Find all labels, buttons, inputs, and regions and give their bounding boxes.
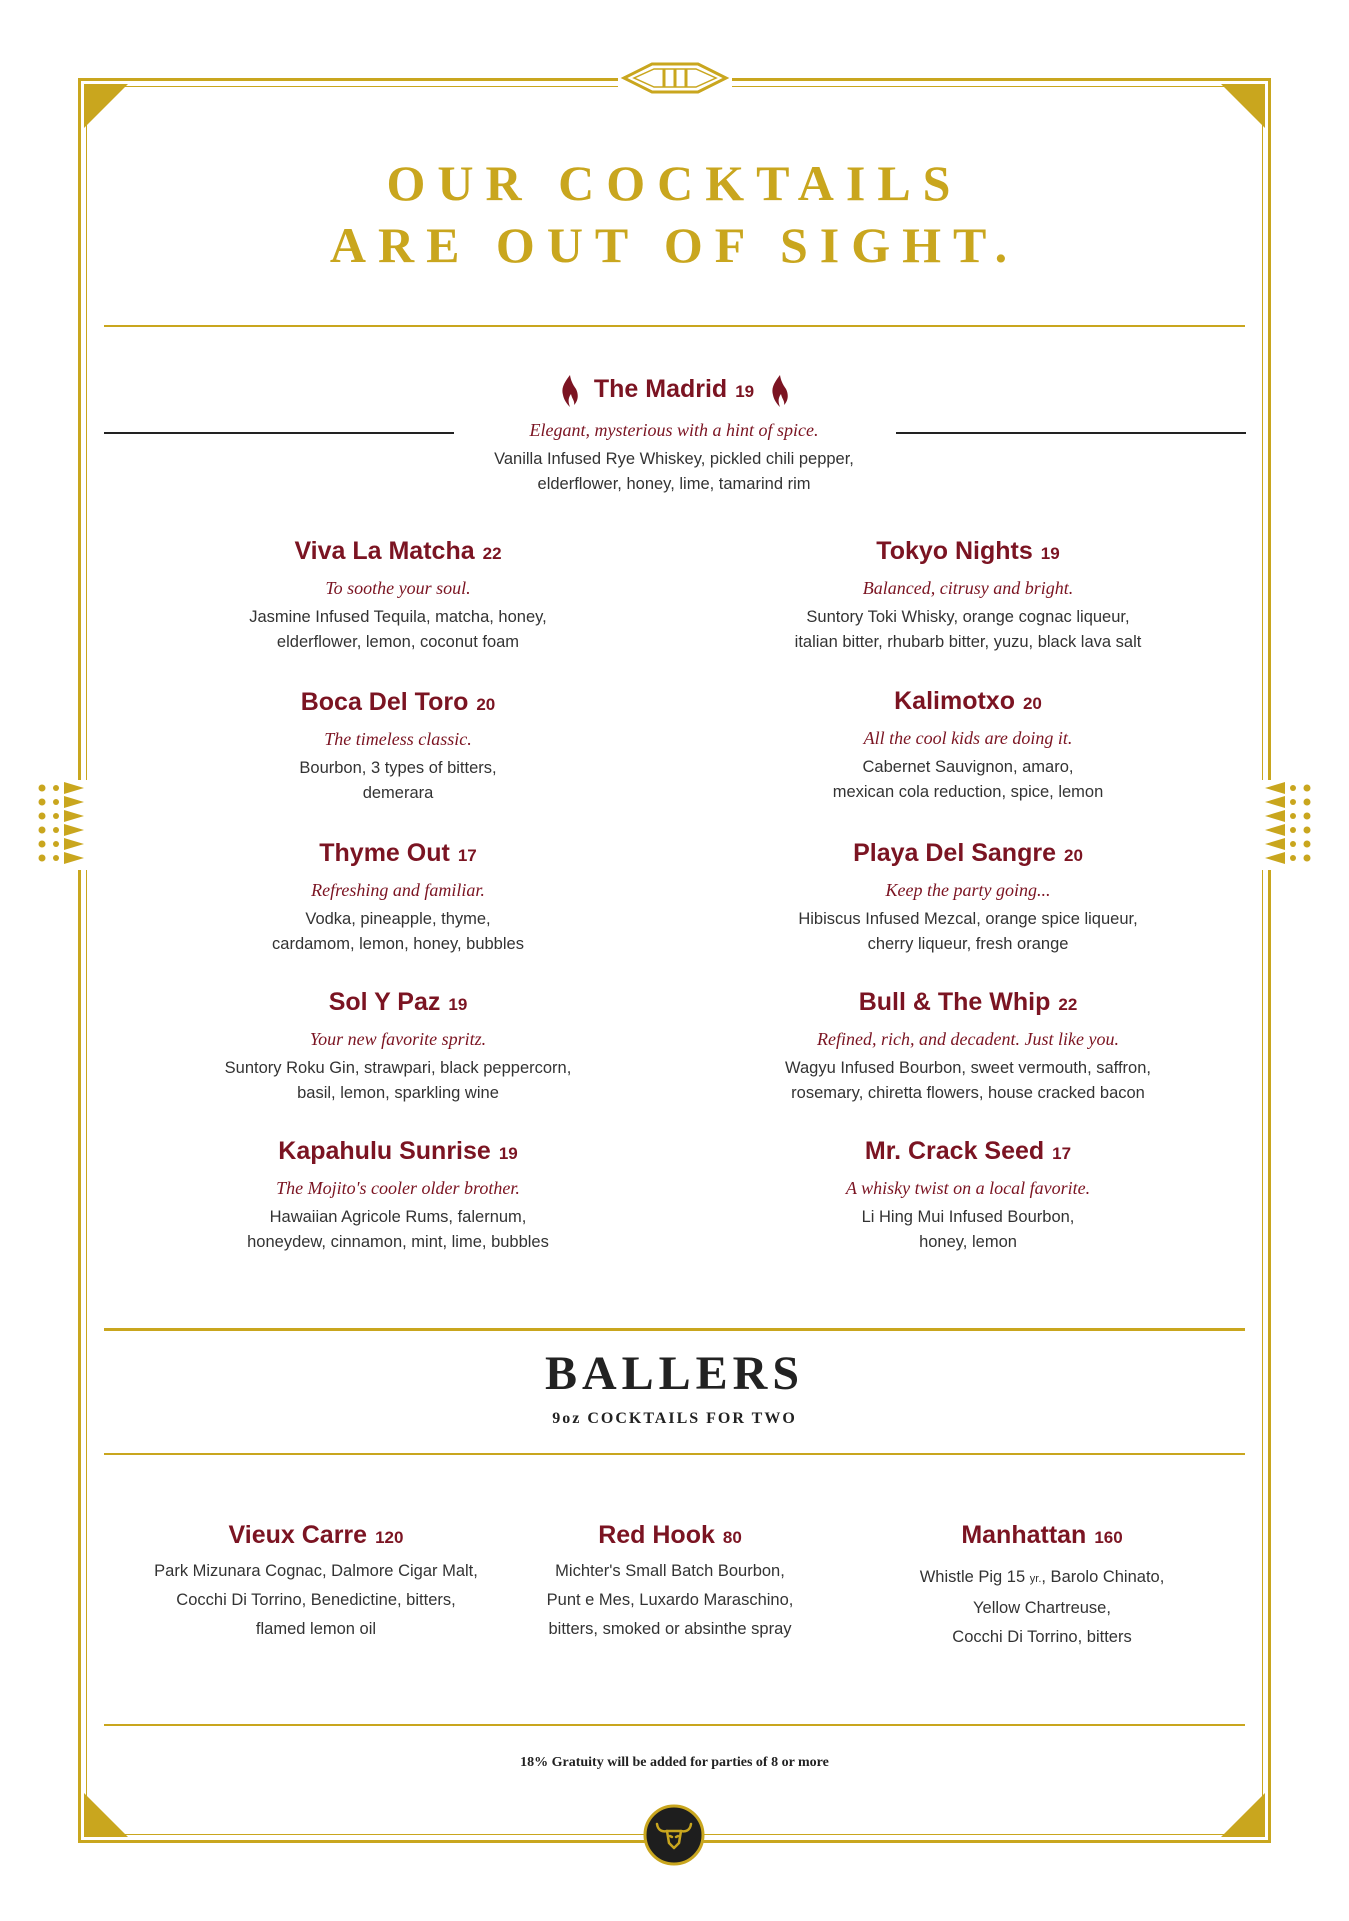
title-line-2: ARE OUT OF SIGHT. <box>329 217 1020 273</box>
title-line-1: OUR COCKTAILS <box>386 155 963 211</box>
featured-name-row <box>558 372 790 409</box>
cocktail-name: Mr. Crack Seed <box>864 1137 1045 1165</box>
cocktail-price: 19 <box>498 1144 518 1163</box>
cocktail-item <box>718 684 1218 805</box>
cocktail-name: Thyme Out <box>319 839 450 867</box>
cocktail-desc-line: cardamom, lemon, honey, bubbles <box>272 935 524 953</box>
baller-desc-line: Cocchi Di Torrino, bitters <box>952 1628 1132 1646</box>
cocktail-name: Sol Y Paz <box>328 988 441 1016</box>
cocktail-desc-line: mexican cola reduction, spice, lemon <box>832 783 1104 801</box>
baller-item <box>116 1518 516 1644</box>
cocktail-desc-line: Cabernet Sauvignon, amaro, <box>862 758 1074 776</box>
cocktail-tagline: Refreshing and familiar. <box>311 880 485 900</box>
cocktail-price: 19 <box>448 995 468 1014</box>
cocktail-price: 20 <box>1022 694 1042 713</box>
cocktail-price: 20 <box>476 695 496 714</box>
baller-item <box>842 1518 1242 1652</box>
right-side-ornament <box>1259 780 1315 870</box>
baller-desc-line: Cocchi Di Torrino, Benedictine, bitters, <box>176 1591 456 1609</box>
baller-name: Vieux Carre <box>228 1521 368 1549</box>
cocktail-desc-line: italian bitter, rhubarb bitter, yuzu, black lava salt <box>794 633 1142 651</box>
flame-icon <box>768 374 790 408</box>
cocktail-item <box>718 836 1218 957</box>
featured-desc-line: Vanilla Infused Rye Whiskey, pickled chili pepper, <box>494 449 854 468</box>
cocktail-name: Boca Del Toro <box>300 688 469 716</box>
cocktail-price: 17 <box>457 846 477 865</box>
flame-icon <box>558 374 580 408</box>
featured-description <box>424 447 924 497</box>
divider-ballers-top <box>104 1328 1245 1331</box>
cocktail-desc-line: honeydew, cinnamon, mint, lime, bubbles <box>247 1233 549 1251</box>
featured-desc-line: elderflower, honey, lime, tamarind rim <box>537 474 811 493</box>
baller-desc-line: Park Mizunara Cognac, Dalmore Cigar Malt, <box>154 1562 478 1580</box>
baller-desc-line: Michter's Small Batch Bourbon, <box>555 1562 785 1580</box>
cocktail-item <box>718 534 1218 655</box>
baller-price: 120 <box>375 1528 404 1547</box>
corner-ornament-top-right <box>1221 84 1265 128</box>
bull-head-icon <box>643 1804 705 1866</box>
cocktail-tagline: Balanced, citrusy and bright. <box>862 578 1074 598</box>
cocktail-desc-line: Li Hing Mui Infused Bourbon, <box>861 1208 1075 1226</box>
baller-desc-line: flamed lemon oil <box>255 1620 377 1638</box>
baller-desc-line: Punt e Mes, Luxardo Maraschino, <box>546 1591 794 1609</box>
baller-price: 80 <box>722 1528 742 1547</box>
cocktail-desc-line: Wagyu Infused Bourbon, sweet vermouth, saffron, <box>785 1059 1151 1077</box>
corner-ornament-top-left <box>84 84 128 128</box>
baller-name: Red Hook <box>598 1521 715 1549</box>
featured-cocktail <box>424 372 924 497</box>
cocktail-price: 20 <box>1063 846 1083 865</box>
baller-desc-text: Whistle Pig 15 <box>919 1568 1026 1586</box>
cocktail-item <box>718 985 1218 1106</box>
cocktail-desc-line: Suntory Toki Whisky, orange cognac liqueur, <box>806 608 1130 626</box>
cocktail-tagline: Keep the party going... <box>885 880 1051 900</box>
baller-desc-text: , Barolo Chinato, <box>1041 1568 1165 1586</box>
cocktail-desc-line: Bourbon, 3 types of bitters, <box>299 759 497 777</box>
baller-desc-line: Yellow Chartreuse, <box>973 1599 1111 1617</box>
cocktail-tagline: The Mojito's cooler older brother. <box>276 1178 520 1198</box>
cocktail-desc-line: honey, lemon <box>919 1233 1017 1251</box>
cocktail-tagline: A whisky twist on a local favorite. <box>845 1178 1091 1198</box>
cocktail-price: 19 <box>1040 544 1060 563</box>
cocktail-desc-line: Hawaiian Agricole Rums, falernum, <box>269 1208 527 1226</box>
cocktail-tagline: The timeless classic. <box>324 729 472 749</box>
cocktail-desc-line: demerara <box>362 784 434 802</box>
cocktail-name: Playa Del Sangre <box>853 839 1056 867</box>
cocktail-desc-line: Suntory Roku Gin, strawpari, black peppercorn, <box>224 1059 572 1077</box>
cocktail-desc-line: Hibiscus Infused Mezcal, orange spice liqueur, <box>798 910 1138 928</box>
cocktail-name: Viva La Matcha <box>294 537 475 565</box>
cocktail-name: Bull & The Whip <box>858 988 1051 1016</box>
left-side-ornament <box>34 780 90 870</box>
divider-top <box>104 325 1245 327</box>
gratuity-note: 18% Gratuity will be added for parties of 8 or more <box>520 1755 829 1770</box>
cocktail-item <box>148 685 648 806</box>
cocktail-desc-line: elderflower, lemon, coconut foam <box>276 633 520 651</box>
cocktail-desc-line: Vodka, pineapple, thyme, <box>305 910 491 928</box>
cocktail-name: Kapahulu Sunrise <box>278 1137 491 1165</box>
corner-ornament-bottom-left <box>84 1793 128 1837</box>
cocktail-item <box>148 534 648 655</box>
page-title <box>0 152 1349 276</box>
cocktail-desc-line: basil, lemon, sparkling wine <box>297 1084 499 1102</box>
cocktail-tagline: All the cool kids are doing it. <box>863 728 1073 748</box>
featured-rule-right <box>896 432 1246 434</box>
cocktail-name: Kalimotxo <box>894 687 1015 715</box>
ballers-title: BALLERS <box>544 1347 805 1400</box>
cocktail-item <box>148 1134 648 1255</box>
corner-ornament-bottom-right <box>1221 1793 1265 1837</box>
featured-rule-left <box>104 432 454 434</box>
cocktail-price: 17 <box>1052 1144 1072 1163</box>
divider-ballers-bottom <box>104 1453 1245 1455</box>
baller-price: 160 <box>1094 1528 1123 1547</box>
cocktail-desc-line: rosemary, chiretta flowers, house cracked bacon <box>791 1084 1145 1102</box>
cocktail-tagline: Your new favorite spritz. <box>309 1029 487 1049</box>
cocktail-desc-line: Jasmine Infused Tequila, matcha, honey, <box>249 608 547 626</box>
cocktail-item <box>148 836 648 957</box>
baller-name: Manhattan <box>961 1521 1087 1549</box>
baller-desc-line: bitters, smoked or absinthe spray <box>548 1620 792 1638</box>
featured-tagline: Elegant, mysterious with a hint of spice. <box>529 419 819 440</box>
cocktail-name: Tokyo Nights <box>876 537 1033 565</box>
cocktail-desc-line: cherry liqueur, fresh orange <box>867 935 1069 953</box>
divider-footer <box>104 1724 1245 1726</box>
cocktail-item <box>148 985 648 1106</box>
featured-name: The Madrid <box>593 375 728 403</box>
cocktail-item <box>718 1134 1218 1255</box>
baller-desc-unit: yr. <box>1029 1573 1042 1585</box>
cocktail-tagline: To soothe your soul. <box>325 578 471 598</box>
baller-item <box>470 1518 870 1644</box>
featured-price: 19 <box>735 382 755 401</box>
ballers-subtitle: 9oz COCKTAILS FOR TWO <box>552 1410 797 1427</box>
cocktail-price: 22 <box>482 544 502 563</box>
top-center-ornament <box>618 58 732 98</box>
cocktail-tagline: Refined, rich, and decadent. Just like you. <box>817 1029 1119 1049</box>
cocktail-price: 22 <box>1058 995 1078 1014</box>
baller-desc-line <box>842 1563 1242 1594</box>
